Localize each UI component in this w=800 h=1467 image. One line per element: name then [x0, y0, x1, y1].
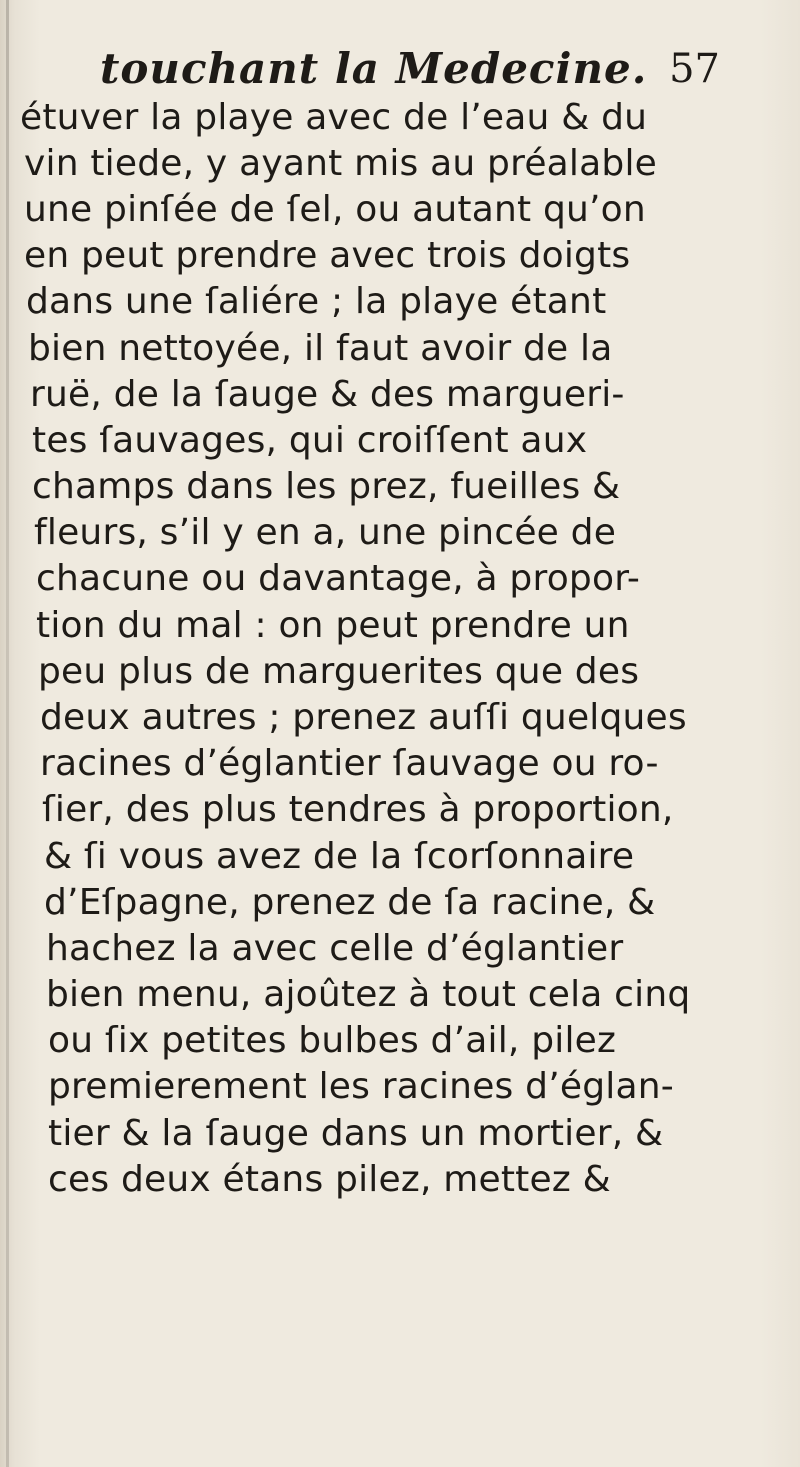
- text-line: tion du mal : on peut prendre un: [36, 605, 630, 646]
- running-head: touchant la Medecine.: [100, 44, 648, 93]
- text-line: étuver la playe avec de l’eau & du: [20, 97, 648, 138]
- text-line: tier & la ſauge dans un mortier, &: [48, 1113, 664, 1154]
- text-line: hachez la avec celle d’églantier: [46, 928, 624, 969]
- text-line: tes ſauvages, qui croiſſent aux: [32, 420, 588, 461]
- page-number: 57: [669, 46, 720, 92]
- text-line: bien menu, ajoûtez à tout cela cinq: [46, 974, 691, 1015]
- text-line: premierement les racines d’églan-: [48, 1066, 674, 1107]
- text-line: en peut prendre avec trois doigts: [24, 235, 631, 276]
- text-line: fleurs, s’il y en a, une pincée de: [34, 512, 617, 553]
- text-line: champs dans les prez, fueilles &: [32, 466, 621, 507]
- text-line: vin tiede, y ayant mis au préalable: [24, 143, 657, 184]
- text-line: deux autres ; prenez auſſi quelques: [40, 697, 687, 738]
- text-line: ou ſix petites bulbes d’ail, pilez: [48, 1020, 617, 1061]
- text-line: racines d’églantier ſauvage ou ro-: [40, 743, 659, 784]
- text-line: dans une ſaliére ; la playe étant: [26, 281, 607, 322]
- text-line: chacune ou davantage, à propor-: [36, 558, 641, 599]
- text-line: ſier, des plus tendres à proportion,: [42, 789, 674, 830]
- text-line: bien nettoyée, il faut avoir de la: [28, 328, 613, 369]
- text-line: peu plus de marguerites que des: [38, 651, 640, 692]
- text-line: ruë, de la ſauge & des margueri-: [30, 374, 625, 415]
- text-line: une pinſée de ſel, ou autant qu’on: [24, 189, 646, 230]
- text-line: & ſi vous avez de la ſcorſonnaire: [44, 836, 635, 877]
- text-line: ces deux étans pilez, mettez &: [48, 1159, 611, 1200]
- text-line: d’Eſpagne, prenez de ſa racine, &: [44, 882, 656, 923]
